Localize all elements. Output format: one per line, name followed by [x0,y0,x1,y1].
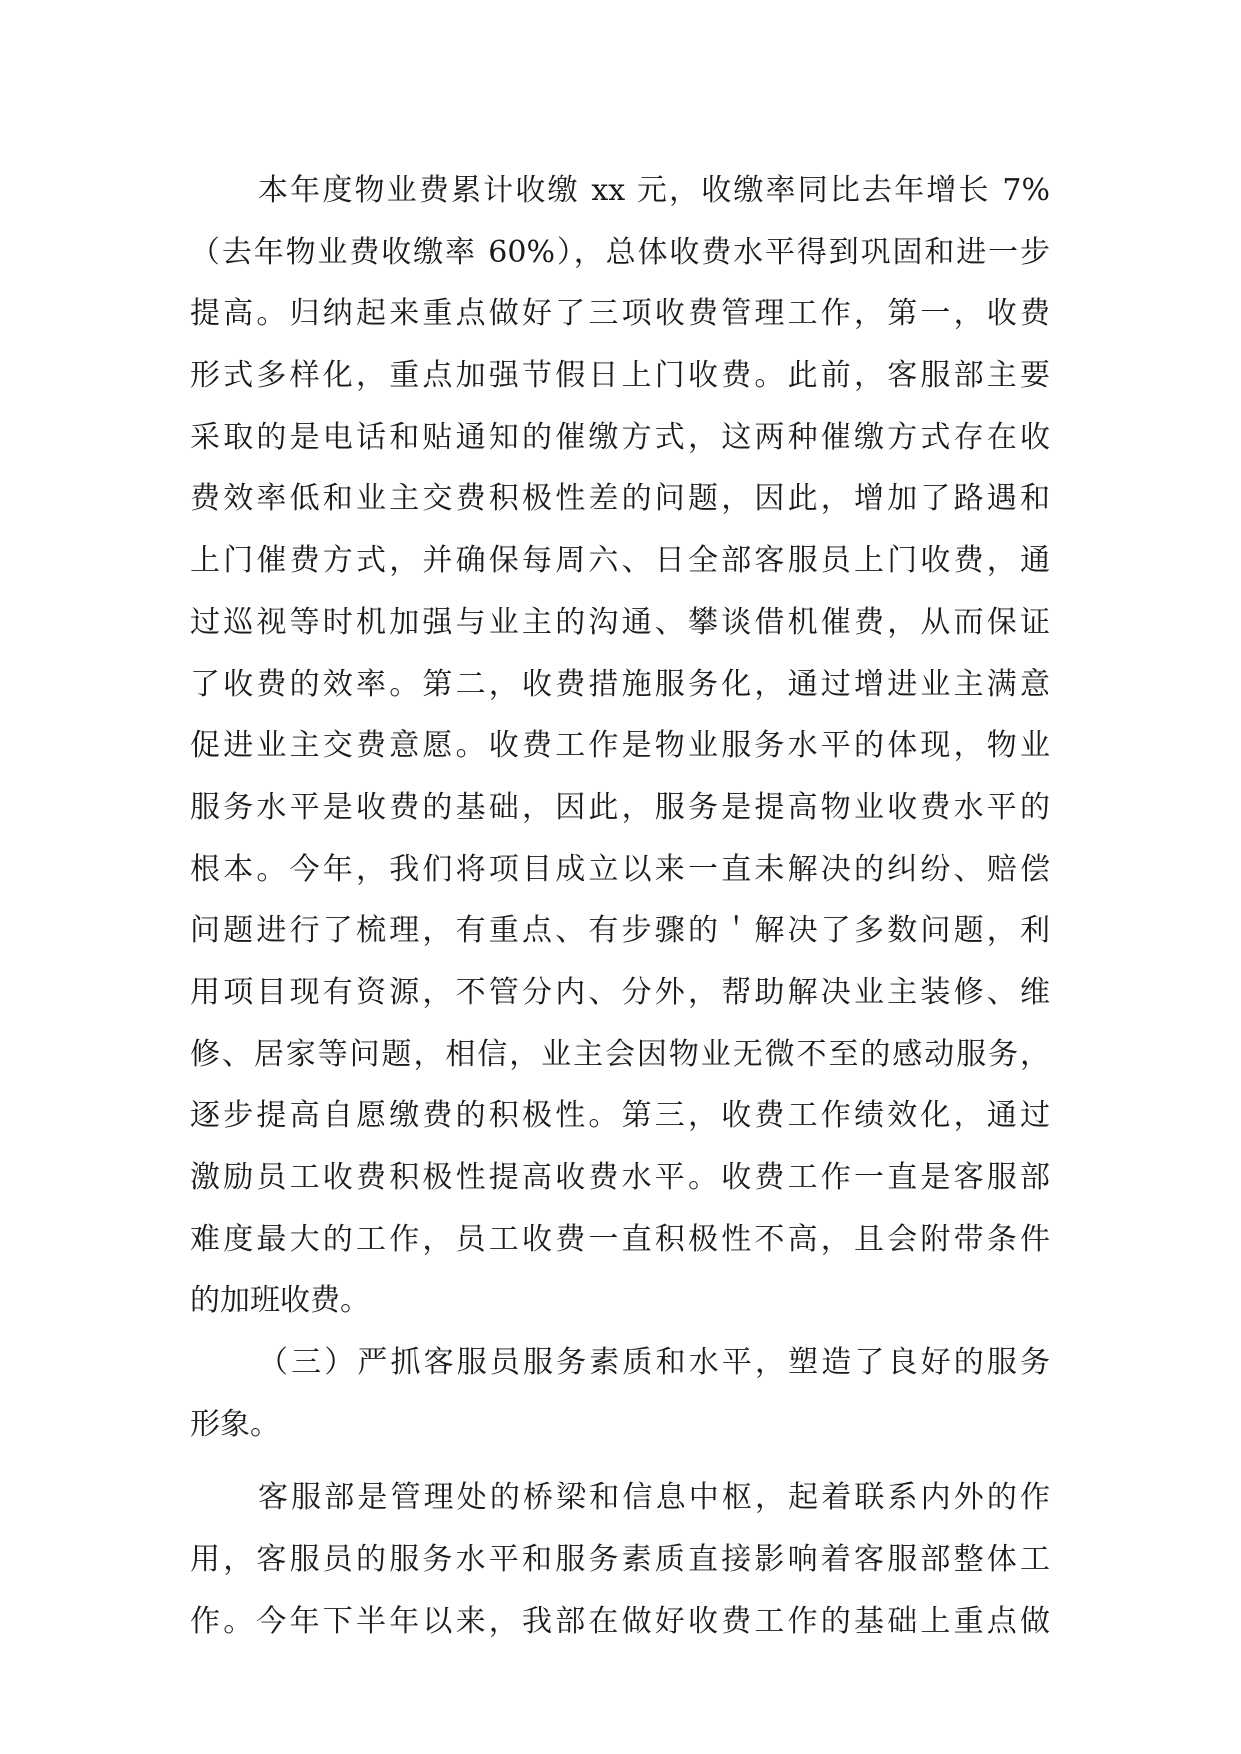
text-line: 难度最大的工作，员工收费一直积极性不高，且会附带条件 [190,1221,1050,1257]
text-line: 服务水平是收费的基础，因此，服务是提高物业收费水平的 [190,789,1050,825]
text-line: 的加班收费。 [190,1283,370,1319]
text-line: 用，客服员的服务水平和服务素质直接影响着客服部整体工 [190,1542,1050,1578]
text-line: 客服部是管理处的桥梁和信息中枢，起着联系内外的作 [258,1480,1050,1516]
text-line: 问题进行了梳理，有重点、有步骤的＇解决了多数问题，利 [190,913,1050,949]
text-line: 逐步提高自愿缴费的积极性。第三，收费工作绩效化，通过 [190,1098,1050,1134]
text-line: （去年物业费收缴率 60%），总体收费水平得到巩固和进一步 [190,234,1050,270]
text-line: 作。今年下半年以来，我部在做好收费工作的基础上重点做 [190,1603,1050,1639]
text-line: 促进业主交费意愿。收费工作是物业服务水平的体现，物业 [190,728,1050,764]
paragraph-service-department [190,1467,1050,1652]
heading-line: 形象。 [190,1406,280,1442]
text-line: 提高。归纳起来重点做好了三项收费管理工作，第一，收费 [190,296,1050,332]
heading-line: （三）严抓客服员服务素质和水平，塑造了良好的服务 [258,1345,1050,1381]
text-line: 用项目现有资源，不管分内、分外，帮助解决业主装修、维 [190,974,1050,1010]
paragraph-fee-collection [190,160,1050,1332]
paragraph-gap [190,1455,1050,1467]
text-line: 本年度物业费累计收缴 xx 元，收缴率同比去年增长 7% [258,173,1050,208]
text-line: 上门催费方式，并确保每周六、日全部客服员上门收费，通 [190,543,1050,579]
text-line: 激励员工收费积极性提高收费水平。收费工作一直是客服部 [190,1160,1050,1195]
document-body [190,160,1050,1653]
text-line: 修、居家等问题，相信，业主会因物业无微不至的感动服务， [190,1036,1050,1072]
text-line: 费效率低和业主交费积极性差的问题，因此，增加了路遇和 [190,481,1050,517]
text-line: 过巡视等时机加强与业主的沟通、攀谈借机催费，从而保证 [190,604,1050,640]
text-line: 根本。今年，我们将项目成立以来一直未解决的纠纷、赔偿 [190,851,1050,887]
section-heading [190,1332,1050,1455]
text-line: 采取的是电话和贴通知的催缴方式，这两种催缴方式存在收 [190,419,1050,455]
text-line: 形式多样化，重点加强节假日上门收费。此前，客服部主要 [190,358,1050,394]
text-line: 了收费的效率。第二，收费措施服务化，通过增进业主满意 [190,666,1050,702]
